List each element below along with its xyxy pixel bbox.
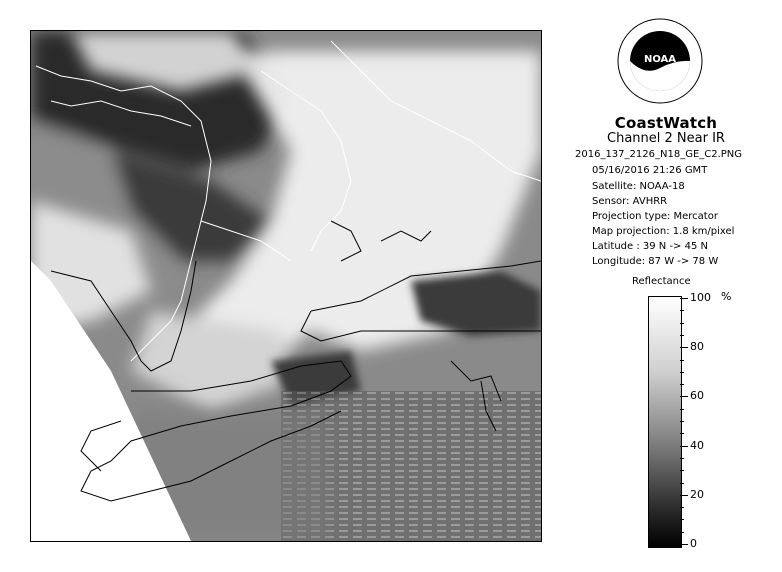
map-projection-label: Map projection: 1.8 km/pixel — [592, 226, 735, 237]
scale-minor-tick — [680, 372, 684, 373]
scale-title: Reflectance — [632, 276, 691, 287]
datetime-label: 05/16/2016 21:26 GMT — [592, 165, 708, 176]
scale-tick-label: 100 — [690, 291, 711, 304]
scale-minor-tick — [680, 470, 684, 471]
panel-title: CoastWatch — [614, 114, 718, 132]
scale-minor-tick — [680, 335, 684, 336]
satellite-label: Satellite: NOAA-18 — [592, 181, 685, 192]
scale-tick-label: 40 — [690, 438, 704, 452]
scale-tick-label: 0 — [690, 537, 697, 550]
scale-tick — [680, 347, 688, 348]
panel-subtitle: Channel 2 Near IR — [607, 131, 725, 146]
scale-tick-label: 80 — [690, 340, 704, 354]
svg-text:NOAA: NOAA — [643, 54, 677, 65]
scale-minor-tick — [680, 507, 684, 508]
scale-minor-tick — [680, 433, 684, 434]
noaa-logo-icon — [617, 18, 703, 104]
scale-tick — [680, 298, 688, 299]
scale-minor-tick — [680, 458, 684, 459]
scale-minor-tick — [680, 483, 684, 484]
scale-minor-tick — [680, 519, 684, 520]
scale-ticks — [680, 291, 760, 550]
projection-type-label: Projection type: Mercator — [592, 211, 718, 222]
scale-minor-tick — [680, 384, 684, 385]
scale-tick — [680, 396, 688, 397]
latitude-label: Latitude : 39 N -> 45 N — [592, 241, 708, 252]
scale-minor-tick — [680, 360, 684, 361]
scale-minor-tick — [680, 421, 684, 422]
scale-tick — [680, 495, 688, 496]
scale-tick-label: 20 — [690, 487, 704, 501]
scale-minor-tick — [680, 310, 684, 311]
scale-tick — [680, 544, 688, 545]
reflectance-scale-bar — [648, 296, 682, 548]
filename-label: 2016_137_2126_N18_GE_C2.PNG — [575, 149, 743, 160]
scale-tick — [680, 446, 688, 447]
satellite-image — [30, 30, 542, 542]
longitude-label: Longitude: 87 W -> 78 W — [592, 256, 719, 267]
scale-minor-tick — [680, 532, 684, 533]
scale-unit: % — [721, 290, 732, 303]
scale-tick-label: 60 — [690, 389, 704, 403]
scale-minor-tick — [680, 323, 684, 324]
satellite-image-svg — [31, 31, 541, 541]
scale-minor-tick — [680, 409, 684, 410]
sensor-label: Sensor: AVHRR — [592, 196, 668, 207]
